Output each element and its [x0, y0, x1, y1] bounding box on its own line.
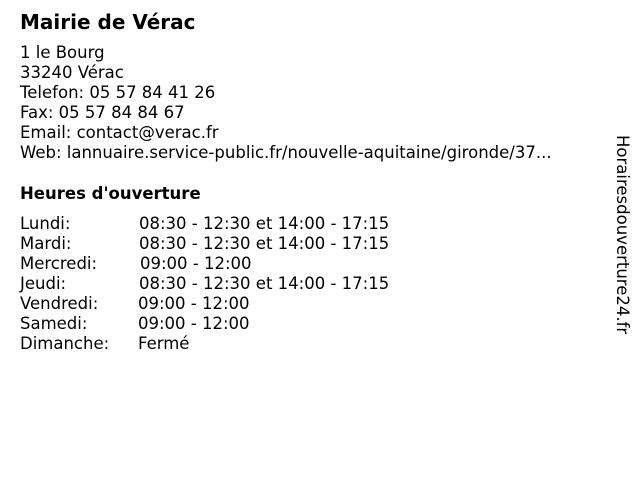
time-value: 08:30 - 12:30 et 14:00 - 17:15 — [139, 274, 390, 293]
day-label: Mardi: — [20, 234, 72, 253]
time-value: 08:30 - 12:30 et 14:00 - 17:15 — [139, 234, 390, 253]
time-value: Fermé — [138, 334, 190, 353]
time-value: 08:30 - 12:30 et 14:00 - 17:15 — [139, 214, 390, 233]
day-label: Vendredi: — [20, 294, 99, 313]
page-title: Mairie de Vérac — [20, 10, 196, 34]
time-value: 09:00 - 12:00 — [140, 254, 252, 273]
day-label: Samedi: — [20, 314, 88, 333]
opening-hours-heading: Heures d'ouverture — [20, 184, 201, 203]
time-value: 09:00 - 12:00 — [138, 294, 250, 313]
phone-line: Telefon: 05 57 84 41 26 — [20, 83, 216, 102]
day-label: Mercredi: — [20, 254, 98, 273]
day-label: Lundi: — [20, 214, 71, 233]
time-value: 09:00 - 12:00 — [138, 314, 250, 333]
email-line: Email: contact@verac.fr — [20, 123, 219, 142]
web-line: Web: lannuaire.service-public.fr/nouvelle-aquitaine/gironde/37... — [20, 143, 552, 162]
day-label: Jeudi: — [20, 274, 67, 293]
fax-line: Fax: 05 57 84 84 67 — [20, 103, 185, 122]
day-label: Dimanche: — [20, 334, 110, 353]
address-city: 33240 Vérac — [20, 63, 124, 82]
watermark-text: Horairesdouverture24.fr — [613, 135, 632, 335]
site-watermark — [612, 135, 632, 375]
address-street: 1 le Bourg — [20, 43, 105, 62]
contact-info — [20, 43, 552, 163]
